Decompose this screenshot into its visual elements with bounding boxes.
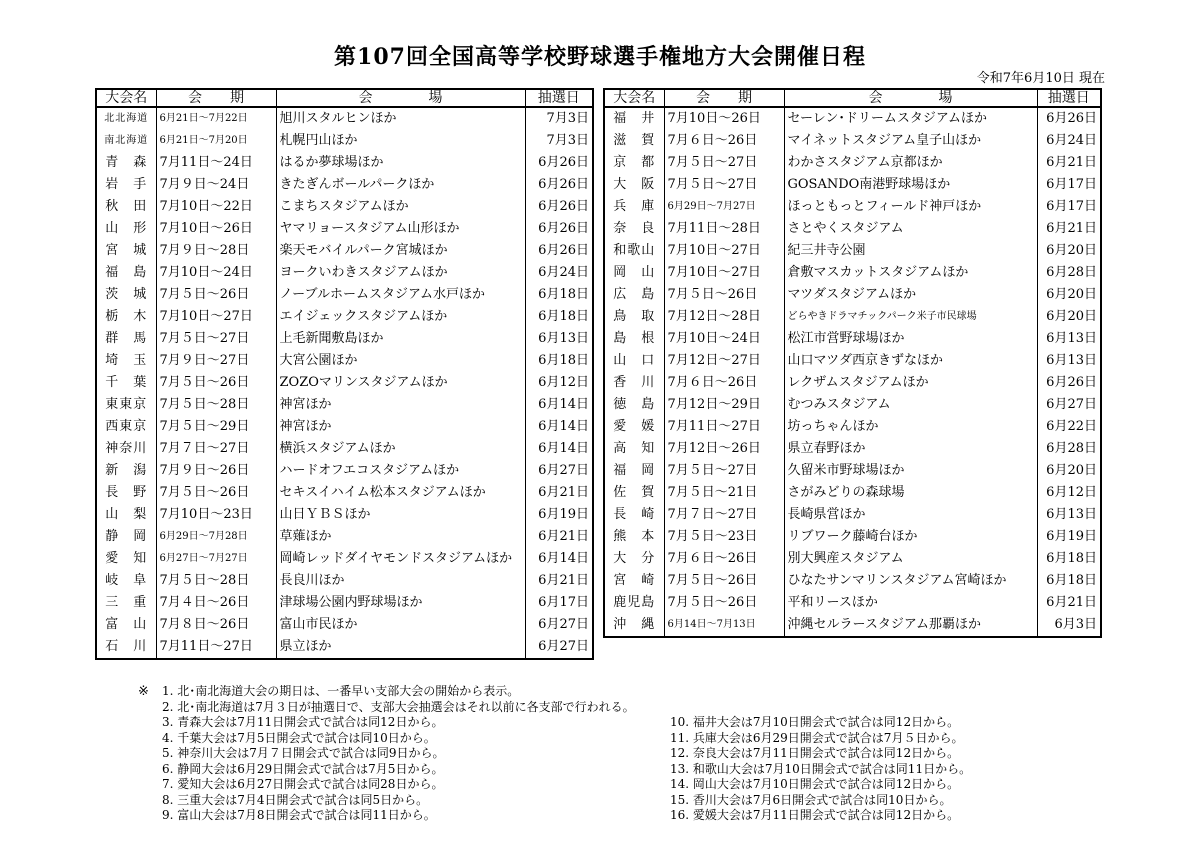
period-cell: 7月12日～28日 bbox=[664, 306, 784, 328]
table-row bbox=[604, 262, 1101, 284]
note-item: 14. 岡山大会は7月10日開会式で試合は同12日から。 bbox=[670, 777, 960, 791]
lottery-date-cell: 6月20日 bbox=[1037, 306, 1101, 328]
period-cell: 6月27日～7月27日 bbox=[156, 548, 276, 570]
prefecture-name: 石 川 bbox=[96, 636, 156, 659]
venue-cell: 倉敷マスカットスタジアムほか bbox=[784, 262, 1037, 284]
lottery-date-cell: 6月12日 bbox=[1037, 482, 1101, 504]
venue-cell: ひなたサンマリンスタジアム宮崎ほか bbox=[784, 570, 1037, 592]
table-row bbox=[96, 218, 593, 240]
period-cell: 7月５日～28日 bbox=[156, 394, 276, 416]
prefecture-name: 大 阪 bbox=[604, 174, 664, 196]
table-row bbox=[96, 240, 593, 262]
period-cell: 7月５日～23日 bbox=[664, 526, 784, 548]
header-name: 大会名 bbox=[604, 89, 664, 107]
lottery-date-cell: 6月18日 bbox=[1037, 548, 1101, 570]
period-cell: 7月９日～27日 bbox=[156, 350, 276, 372]
note-item: 7. 愛知大会は6月27日開会式で試合は同28日から。 bbox=[162, 777, 444, 791]
prefecture-name: 愛 知 bbox=[96, 548, 156, 570]
venue-cell: さがみどりの森球場 bbox=[784, 482, 1037, 504]
period-cell: 7月11日～28日 bbox=[664, 218, 784, 240]
period-cell: 7月４日～26日 bbox=[156, 592, 276, 614]
prefecture-name: 静 岡 bbox=[96, 526, 156, 548]
table-row bbox=[96, 350, 593, 372]
lottery-date-cell: 6月18日 bbox=[525, 350, 593, 372]
lottery-date-cell: 6月26日 bbox=[525, 174, 593, 196]
header-name: 大会名 bbox=[96, 89, 156, 107]
venue-cell: むつみスタジアム bbox=[784, 394, 1037, 416]
prefecture-name: 高 知 bbox=[604, 438, 664, 460]
period-cell: 7月５日～29日 bbox=[156, 416, 276, 438]
lottery-date-cell: 6月26日 bbox=[525, 152, 593, 174]
note-item: 3. 青森大会は7月11日開会式で試合は同12日から。 bbox=[162, 715, 444, 729]
period-cell: 7月６日～26日 bbox=[664, 548, 784, 570]
venue-cell: リブワーク藤崎台ほか bbox=[784, 526, 1037, 548]
period-cell: 7月10日～27日 bbox=[664, 262, 784, 284]
prefecture-name: 富 山 bbox=[96, 614, 156, 636]
header-period: 会 期 bbox=[664, 89, 784, 107]
lottery-date-cell: 6月18日 bbox=[525, 284, 593, 306]
header-lottery: 抽選日 bbox=[525, 89, 593, 107]
lottery-date-cell: 6月17日 bbox=[1037, 174, 1101, 196]
table-row bbox=[604, 438, 1101, 460]
lottery-date-cell: 6月20日 bbox=[1037, 240, 1101, 262]
table-row bbox=[604, 306, 1101, 328]
lottery-date-cell: 6月26日 bbox=[525, 218, 593, 240]
table-row bbox=[604, 196, 1101, 218]
venue-cell: 県立春野ほか bbox=[784, 438, 1037, 460]
table-row bbox=[96, 306, 593, 328]
period-cell: 7月６日～26日 bbox=[664, 372, 784, 394]
period-cell: 6月14日～7月13日 bbox=[664, 614, 784, 637]
venue-cell: 大宮公園ほか bbox=[276, 350, 525, 372]
table-row bbox=[604, 240, 1101, 262]
period-cell: 7月５日～26日 bbox=[156, 284, 276, 306]
table-row bbox=[96, 548, 593, 570]
note-item: 16. 愛媛大会は7月11日開会式で試合は同12日から。 bbox=[670, 808, 960, 822]
lottery-date-cell: 6月21日 bbox=[1037, 592, 1101, 614]
prefecture-name: 茨 城 bbox=[96, 284, 156, 306]
lottery-date-cell: 6月17日 bbox=[1037, 196, 1101, 218]
venue-cell: 横浜スタジアムほか bbox=[276, 438, 525, 460]
table-row bbox=[604, 372, 1101, 394]
venue-cell: 長良川ほか bbox=[276, 570, 525, 592]
venue-cell: ノーブルホームスタジアム水戸ほか bbox=[276, 284, 525, 306]
prefecture-name: 三 重 bbox=[96, 592, 156, 614]
lottery-date-cell: 6月21日 bbox=[1037, 218, 1101, 240]
period-cell: 7月10日～27日 bbox=[664, 240, 784, 262]
venue-cell: 紀三井寺公園 bbox=[784, 240, 1037, 262]
period-cell: 7月５日～26日 bbox=[664, 592, 784, 614]
prefecture-name: 佐 賀 bbox=[604, 482, 664, 504]
note-item: 1. 北･南北海道大会の期日は、一番早い支部大会の開始から表示。 bbox=[162, 684, 520, 698]
table-row bbox=[604, 174, 1101, 196]
table-row bbox=[96, 614, 593, 636]
prefecture-name: 神奈川 bbox=[96, 438, 156, 460]
prefecture-name: 岩 手 bbox=[96, 174, 156, 196]
period-cell: 7月11日～27日 bbox=[156, 636, 276, 659]
venue-cell: ほっともっとフィールド神戸ほか bbox=[784, 196, 1037, 218]
prefecture-name: 栃 木 bbox=[96, 306, 156, 328]
lottery-date-cell: 6月26日 bbox=[525, 240, 593, 262]
prefecture-name: 山 梨 bbox=[96, 504, 156, 526]
prefecture-name: 大 分 bbox=[604, 548, 664, 570]
period-cell: 6月29日～7月27日 bbox=[664, 196, 784, 218]
note-item: 13. 和歌山大会は7月10日開会式で試合は同11日から。 bbox=[670, 761, 972, 776]
lottery-date-cell: 6月27日 bbox=[525, 460, 593, 482]
prefecture-name: 岐 阜 bbox=[96, 570, 156, 592]
period-cell: 7月５日～27日 bbox=[664, 460, 784, 482]
table-row bbox=[604, 350, 1101, 372]
prefecture-name: 熊 本 bbox=[604, 526, 664, 548]
venue-cell: 札幌円山ほか bbox=[276, 130, 525, 152]
table-row bbox=[604, 482, 1101, 504]
prefecture-name: 宮 城 bbox=[96, 240, 156, 262]
prefecture-name: 奈 良 bbox=[604, 218, 664, 240]
period-cell: 7月12日～27日 bbox=[664, 350, 784, 372]
prefecture-name: 福 島 bbox=[96, 262, 156, 284]
lottery-date-cell: 6月26日 bbox=[1037, 107, 1101, 130]
prefecture-name: 秋 田 bbox=[96, 196, 156, 218]
prefecture-name: 兵 庫 bbox=[604, 196, 664, 218]
prefecture-name: 京 都 bbox=[604, 152, 664, 174]
venue-cell: 神宮ほか bbox=[276, 416, 525, 438]
table-row bbox=[96, 107, 593, 130]
table-row bbox=[96, 130, 593, 152]
prefecture-name: 埼 玉 bbox=[96, 350, 156, 372]
venue-cell: エイジェックスタジアムほか bbox=[276, 306, 525, 328]
venue-cell: 神宮ほか bbox=[276, 394, 525, 416]
period-cell: 7月10日～27日 bbox=[156, 306, 276, 328]
lottery-date-cell: 6月12日 bbox=[525, 372, 593, 394]
table-row bbox=[96, 460, 593, 482]
venue-cell: 長崎県営ほか bbox=[784, 504, 1037, 526]
table-row bbox=[604, 504, 1101, 526]
as-of-date: 令和7年6月10日 現在 bbox=[976, 71, 1105, 86]
venue-cell: わかさスタジアム京都ほか bbox=[784, 152, 1037, 174]
lottery-date-cell: 6月14日 bbox=[525, 416, 593, 438]
prefecture-name: 和歌山 bbox=[604, 240, 664, 262]
lottery-date-cell: 6月3日 bbox=[1037, 614, 1101, 637]
prefecture-name: 滋 賀 bbox=[604, 130, 664, 152]
lottery-date-cell: 6月27日 bbox=[525, 636, 593, 659]
period-cell: 6月21日～7月22日 bbox=[156, 107, 276, 130]
lottery-date-cell: 6月13日 bbox=[525, 328, 593, 350]
venue-cell: 久留米市野球場ほか bbox=[784, 460, 1037, 482]
venue-cell: マイネットスタジアム皇子山ほか bbox=[784, 130, 1037, 152]
table-row bbox=[96, 196, 593, 218]
period-cell: 7月９日～28日 bbox=[156, 240, 276, 262]
table-row bbox=[604, 328, 1101, 350]
venue-cell: 上毛新聞敷島ほか bbox=[276, 328, 525, 350]
venue-cell: ハードオフエコスタジアムほか bbox=[276, 460, 525, 482]
venue-cell: 別大興産スタジアム bbox=[784, 548, 1037, 570]
lottery-date-cell: 6月13日 bbox=[1037, 504, 1101, 526]
venue-cell: こまちスタジアムほか bbox=[276, 196, 525, 218]
venue-cell: さとやくスタジアム bbox=[784, 218, 1037, 240]
prefecture-name: 岡 山 bbox=[604, 262, 664, 284]
venue-cell: GOSANDO南港野球場ほか bbox=[784, 174, 1037, 196]
table-row bbox=[96, 262, 593, 284]
note-item: 2. 北･南北海道は7月３日が抽選日で、支部大会抽選会はそれ以前に各支部で行われる。 bbox=[162, 699, 635, 714]
lottery-date-cell: 6月26日 bbox=[1037, 372, 1101, 394]
prefecture-name: 沖 縄 bbox=[604, 614, 664, 637]
period-cell: 7月12日～29日 bbox=[664, 394, 784, 416]
period-cell: 7月５日～26日 bbox=[156, 482, 276, 504]
venue-cell: ヨークいわきスタジアムほか bbox=[276, 262, 525, 284]
table-row bbox=[604, 416, 1101, 438]
notes-mark: ※ bbox=[138, 684, 149, 699]
lottery-date-cell: 6月19日 bbox=[1037, 526, 1101, 548]
table-row bbox=[96, 284, 593, 306]
lottery-date-cell: 6月17日 bbox=[525, 592, 593, 614]
venue-cell: 旭川スタルヒンほか bbox=[276, 107, 525, 130]
period-cell: 7月10日～23日 bbox=[156, 504, 276, 526]
header-period: 会 期 bbox=[156, 89, 276, 107]
table-row bbox=[604, 218, 1101, 240]
table-row bbox=[96, 152, 593, 174]
period-cell: 7月11日～27日 bbox=[664, 416, 784, 438]
note-item: 12. 奈良大会は7月11日開会式で試合は同12日から。 bbox=[670, 746, 960, 760]
note-item: 11. 兵庫大会は6月29日開会式で試合は7月５日から。 bbox=[670, 730, 964, 745]
venue-cell: 楽天モバイルパーク宮城ほか bbox=[276, 240, 525, 262]
period-cell: 7月９日～24日 bbox=[156, 174, 276, 196]
schedule-table-right bbox=[603, 88, 1102, 638]
prefecture-name: 香 川 bbox=[604, 372, 664, 394]
table-header-row bbox=[96, 89, 593, 107]
period-cell: 7月10日～24日 bbox=[664, 328, 784, 350]
header-venue: 会 場 bbox=[784, 89, 1037, 107]
prefecture-name: 長 野 bbox=[96, 482, 156, 504]
table-row bbox=[96, 504, 593, 526]
period-cell: 7月７日～27日 bbox=[664, 504, 784, 526]
table-row bbox=[604, 107, 1101, 130]
period-cell: 7月10日～24日 bbox=[156, 262, 276, 284]
note-item: 4. 千葉大会は7月5日開会式で試合は同10日から。 bbox=[162, 730, 436, 745]
lottery-date-cell: 6月14日 bbox=[525, 548, 593, 570]
period-cell: 6月29日～7月28日 bbox=[156, 526, 276, 548]
lottery-date-cell: 6月18日 bbox=[1037, 570, 1101, 592]
lottery-date-cell: 6月13日 bbox=[1037, 328, 1101, 350]
period-cell: 7月10日～26日 bbox=[664, 107, 784, 130]
lottery-date-cell: 6月13日 bbox=[1037, 350, 1101, 372]
prefecture-name: 広 島 bbox=[604, 284, 664, 306]
table-row bbox=[604, 284, 1101, 306]
venue-cell: 山口マツダ西京きずなほか bbox=[784, 350, 1037, 372]
period-cell: 7月10日～26日 bbox=[156, 218, 276, 240]
note-item: 15. 香川大会は7月6日開会式で試合は同10日から。 bbox=[670, 792, 952, 807]
table-row bbox=[604, 592, 1101, 614]
prefecture-name: 鹿児島 bbox=[604, 592, 664, 614]
table-row bbox=[604, 460, 1101, 482]
table-row bbox=[604, 130, 1101, 152]
venue-cell: 富山市民ほか bbox=[276, 614, 525, 636]
note-item: 9. 富山大会は7月8日開会式で試合は同11日から。 bbox=[162, 808, 436, 822]
table-row bbox=[604, 152, 1101, 174]
prefecture-name: 南北海道 bbox=[96, 130, 156, 152]
prefecture-name: 鳥 取 bbox=[604, 306, 664, 328]
period-cell: 7月10日～22日 bbox=[156, 196, 276, 218]
table-row bbox=[604, 526, 1101, 548]
lottery-date-cell: 6月27日 bbox=[1037, 394, 1101, 416]
lottery-date-cell: 6月21日 bbox=[525, 570, 593, 592]
lottery-date-cell: 6月28日 bbox=[1037, 262, 1101, 284]
period-cell: 7月５日～26日 bbox=[664, 284, 784, 306]
table-row bbox=[96, 592, 593, 614]
lottery-date-cell: 6月26日 bbox=[525, 196, 593, 218]
lottery-date-cell: 6月22日 bbox=[1037, 416, 1101, 438]
lottery-date-cell: 6月21日 bbox=[1037, 152, 1101, 174]
lottery-date-cell: 6月24日 bbox=[1037, 130, 1101, 152]
lottery-date-cell: 6月27日 bbox=[525, 614, 593, 636]
prefecture-name: 東東京 bbox=[96, 394, 156, 416]
table-row bbox=[96, 438, 593, 460]
table-row bbox=[96, 482, 593, 504]
period-cell: 7月11日～24日 bbox=[156, 152, 276, 174]
prefecture-name: 青 森 bbox=[96, 152, 156, 174]
prefecture-name: 群 馬 bbox=[96, 328, 156, 350]
table-row bbox=[96, 636, 593, 659]
period-cell: 7月５日～26日 bbox=[664, 570, 784, 592]
period-cell: 7月５日～26日 bbox=[156, 372, 276, 394]
lottery-date-cell: 7月3日 bbox=[525, 130, 593, 152]
note-item: 10. 福井大会は7月10日開会式で試合は同12日から。 bbox=[670, 715, 960, 729]
period-cell: 7月12日～26日 bbox=[664, 438, 784, 460]
prefecture-name: 北北海道 bbox=[96, 107, 156, 130]
venue-cell: 草薙ほか bbox=[276, 526, 525, 548]
lottery-date-cell: 6月20日 bbox=[1037, 284, 1101, 306]
lottery-date-cell: 6月19日 bbox=[525, 504, 593, 526]
prefecture-name: 西東京 bbox=[96, 416, 156, 438]
prefecture-name: 福 岡 bbox=[604, 460, 664, 482]
prefecture-name: 福 井 bbox=[604, 107, 664, 130]
header-venue: 会 場 bbox=[276, 89, 525, 107]
lottery-date-cell: 6月20日 bbox=[1037, 460, 1101, 482]
venue-cell: セーレン･ドリームスタジアムほか bbox=[784, 107, 1037, 130]
prefecture-name: 山 口 bbox=[604, 350, 664, 372]
table-row bbox=[96, 174, 593, 196]
table-row bbox=[96, 570, 593, 592]
lottery-date-cell: 7月3日 bbox=[525, 107, 593, 130]
period-cell: 7月８日～26日 bbox=[156, 614, 276, 636]
table-row bbox=[604, 548, 1101, 570]
venue-cell: はるか夢球場ほか bbox=[276, 152, 525, 174]
venue-cell: セキスイハイム松本スタジアムほか bbox=[276, 482, 525, 504]
table-row bbox=[96, 526, 593, 548]
lottery-date-cell: 6月21日 bbox=[525, 482, 593, 504]
table-row bbox=[604, 394, 1101, 416]
venue-cell: 県立ほか bbox=[276, 636, 525, 659]
period-cell: 7月５日～28日 bbox=[156, 570, 276, 592]
period-cell: 6月21日～7月20日 bbox=[156, 130, 276, 152]
prefecture-name: 徳 島 bbox=[604, 394, 664, 416]
lottery-date-cell: 6月14日 bbox=[525, 394, 593, 416]
table-header-row bbox=[604, 89, 1101, 107]
period-cell: 7月５日～27日 bbox=[664, 152, 784, 174]
venue-cell: 平和リースほか bbox=[784, 592, 1037, 614]
period-cell: 7月９日～26日 bbox=[156, 460, 276, 482]
venue-cell: どらやきドラマチックパーク米子市民球場 bbox=[784, 306, 1037, 328]
note-item: 5. 神奈川大会は7月７日開会式で試合は同9日から。 bbox=[162, 746, 445, 760]
header-lottery: 抽選日 bbox=[1037, 89, 1101, 107]
note-item: 6. 静岡大会は6月29日開会式で試合は7月5日から。 bbox=[162, 761, 444, 776]
schedule-table-left bbox=[95, 88, 594, 660]
venue-cell: 津球場公園内野球場ほか bbox=[276, 592, 525, 614]
period-cell: 7月５日～27日 bbox=[664, 174, 784, 196]
note-item: 8. 三重大会は7月4日開会式で試合は同5日から。 bbox=[162, 792, 429, 807]
table-row bbox=[96, 394, 593, 416]
page-title: 第107回全国高等学校野球選手権地方大会開催日程 bbox=[334, 44, 866, 70]
venue-cell: ヤマリョースタジアム山形ほか bbox=[276, 218, 525, 240]
venue-cell: 山日ＹＢＳほか bbox=[276, 504, 525, 526]
period-cell: 7月５日～21日 bbox=[664, 482, 784, 504]
venue-cell: 沖縄セルラースタジアム那覇ほか bbox=[784, 614, 1037, 637]
venue-cell: 岡崎レッドダイヤモンドスタジアムほか bbox=[276, 548, 525, 570]
lottery-date-cell: 6月21日 bbox=[525, 526, 593, 548]
venue-cell: きたぎんボールパークほか bbox=[276, 174, 525, 196]
lottery-date-cell: 6月24日 bbox=[525, 262, 593, 284]
venue-cell: レクザムスタジアムほか bbox=[784, 372, 1037, 394]
venue-cell: マツダスタジアムほか bbox=[784, 284, 1037, 306]
table-row bbox=[96, 416, 593, 438]
lottery-date-cell: 6月14日 bbox=[525, 438, 593, 460]
table-row bbox=[96, 372, 593, 394]
table-row bbox=[604, 614, 1101, 637]
period-cell: 7月５日～27日 bbox=[156, 328, 276, 350]
prefecture-name: 新 潟 bbox=[96, 460, 156, 482]
lottery-date-cell: 6月18日 bbox=[525, 306, 593, 328]
prefecture-name: 宮 崎 bbox=[604, 570, 664, 592]
venue-cell: ZOZOマリンスタジアムほか bbox=[276, 372, 525, 394]
lottery-date-cell: 6月28日 bbox=[1037, 438, 1101, 460]
table-row bbox=[96, 328, 593, 350]
prefecture-name: 愛 媛 bbox=[604, 416, 664, 438]
venue-cell: 松江市営野球場ほか bbox=[784, 328, 1037, 350]
prefecture-name: 島 根 bbox=[604, 328, 664, 350]
prefecture-name: 千 葉 bbox=[96, 372, 156, 394]
prefecture-name: 山 形 bbox=[96, 218, 156, 240]
period-cell: 7月７日～27日 bbox=[156, 438, 276, 460]
venue-cell: 坊っちゃんほか bbox=[784, 416, 1037, 438]
period-cell: 7月６日～26日 bbox=[664, 130, 784, 152]
prefecture-name: 長 崎 bbox=[604, 504, 664, 526]
table-row bbox=[604, 570, 1101, 592]
